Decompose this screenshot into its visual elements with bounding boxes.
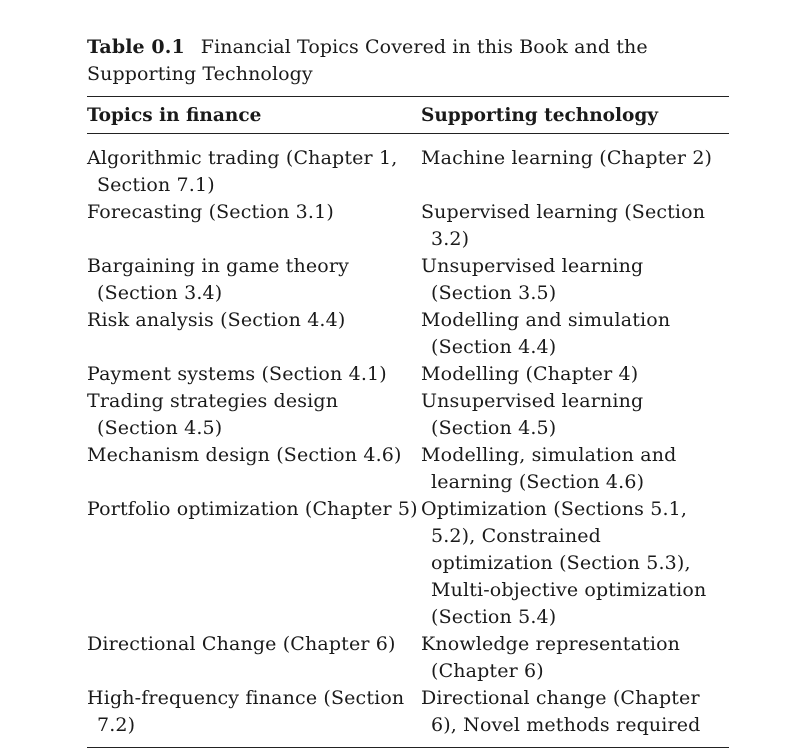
- topic-cell: [87, 685, 421, 748]
- table-row: [87, 307, 729, 361]
- topic-text: Mechanism design (Section 4.6): [87, 444, 402, 466]
- technology-cell: [421, 685, 729, 748]
- topic-text: Trading strategies design (Section 4.5): [87, 390, 339, 439]
- technology-cell: [421, 199, 729, 253]
- topic-cell: [87, 442, 421, 496]
- topic-cell: [87, 307, 421, 361]
- topic-cell: [87, 361, 421, 388]
- topic-text: Portfolio optimization (Chapter 5): [87, 498, 418, 520]
- document-page: [87, 34, 729, 748]
- technology-text: Machine learning (Chapter 2): [421, 147, 713, 169]
- topic-cell: [87, 253, 421, 307]
- technology-text: Modelling (Chapter 4): [421, 363, 639, 385]
- table-caption-text: Financial Topics Covered in this Book and the Supporting Technology: [87, 36, 648, 85]
- technology-cell: [421, 253, 729, 307]
- technology-cell: [421, 496, 729, 631]
- technology-cell: [421, 307, 729, 361]
- table-row: [87, 631, 729, 685]
- table-caption-label: Table 0.1: [87, 36, 185, 58]
- topic-cell: [87, 134, 421, 200]
- topic-cell: [87, 199, 421, 253]
- topic-cell: [87, 631, 421, 685]
- technology-cell: [421, 442, 729, 496]
- topic-text: Forecasting (Section 3.1): [87, 201, 334, 223]
- table-row: [87, 361, 729, 388]
- table-row: [87, 199, 729, 253]
- table-row: [87, 253, 729, 307]
- technology-text: Modelling and simulation (Section 4.4): [421, 309, 671, 358]
- topic-text: Algorithmic trading (Chapter 1, Section 7.1): [87, 147, 398, 196]
- technology-text: Directional change (Chapter 6), Novel methods required: [421, 687, 701, 736]
- topic-text: Bargaining in game theory (Section 3.4): [87, 255, 349, 304]
- technology-text: Supervised learning (Section 3.2): [421, 201, 706, 250]
- topic-cell: [87, 388, 421, 442]
- topic-text: Payment systems (Section 4.1): [87, 363, 387, 385]
- technology-cell: [421, 388, 729, 442]
- technology-cell: [421, 631, 729, 685]
- technology-text: Knowledge representation (Chapter 6): [421, 633, 681, 682]
- table-header-row: [87, 97, 729, 134]
- table-row: [87, 496, 729, 631]
- topic-cell: [87, 496, 421, 631]
- column-header-technology: Supporting technology: [421, 104, 659, 126]
- topic-text: High-frequency finance (Section 7.2): [87, 687, 405, 736]
- technology-text: Unsupervised learning (Section 3.5): [421, 255, 644, 304]
- column-header-topics: Topics in finance: [87, 104, 262, 126]
- table-row: [87, 685, 729, 748]
- technology-text: Optimization (Sections 5.1, 5.2), Constrained optimization (Section 5.3), Multi-objective optimization (Section 5.4): [421, 498, 707, 628]
- technology-cell: [421, 134, 729, 200]
- technology-cell: [421, 361, 729, 388]
- topics-table: [87, 96, 729, 748]
- topic-text: Directional Change (Chapter 6): [87, 633, 396, 655]
- topic-text: Risk analysis (Section 4.4): [87, 309, 346, 331]
- table-row: [87, 388, 729, 442]
- table-row: [87, 442, 729, 496]
- technology-text: Unsupervised learning (Section 4.5): [421, 390, 644, 439]
- table-caption: [87, 34, 729, 88]
- technology-text: Modelling, simulation and learning (Section 4.6): [421, 444, 677, 493]
- table-row: [87, 134, 729, 200]
